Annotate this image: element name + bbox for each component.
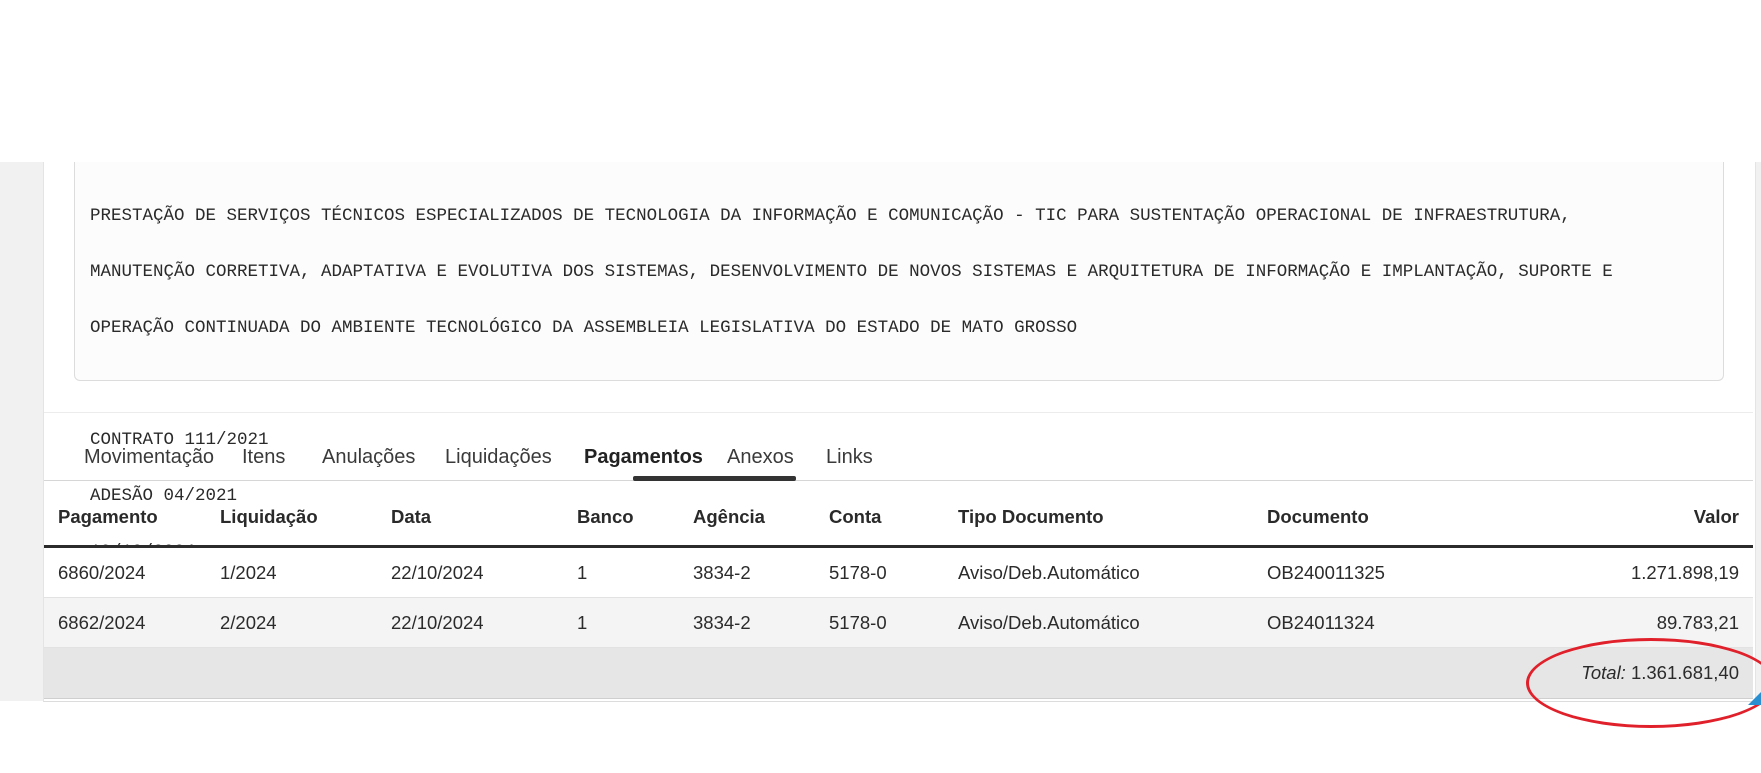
- table-header-row: [44, 488, 1753, 547]
- column-header-agencia[interactable]: Agência: [693, 488, 829, 547]
- tab-movimentacao[interactable]: Movimentação: [84, 446, 215, 468]
- description-line: PRESTAÇÃO DE SERVIÇOS TÉCNICOS ESPECIALIZADOS DE TECNOLOGIA DA INFORMAÇÃO E COMUNICAÇÃO - TIC PARA SUSTENTAÇÃO OPERACIONAL DE INFRAESTRUTURA,: [90, 206, 1571, 226]
- description-spacer: [90, 370, 1708, 398]
- section-divider: [44, 412, 1753, 413]
- tab-liquidacoes[interactable]: Liquidações: [445, 446, 552, 468]
- column-header-tipo-documento[interactable]: Tipo Documento: [958, 488, 1267, 547]
- column-header-liquidacao[interactable]: Liquidação: [220, 488, 391, 547]
- tab-anexos[interactable]: Anexos: [727, 446, 794, 468]
- top-blank-area: [0, 0, 1761, 162]
- cell-pagamento: 6862/2024: [44, 598, 220, 648]
- cell-documento: OB24011324: [1267, 598, 1567, 648]
- total-label: Total:: [1581, 662, 1626, 683]
- active-tab-indicator: [633, 476, 796, 481]
- cell-liquidacao: 1/2024: [220, 547, 391, 598]
- tab-bar: [44, 434, 1753, 481]
- contract-number: CONTRATO 111/2021: [90, 430, 269, 450]
- column-header-data[interactable]: Data: [391, 488, 577, 547]
- cell-valor: 89.783,21: [1567, 598, 1753, 648]
- cell-conta: 5178-0: [829, 547, 958, 598]
- total-value: 1.361.681,40: [1630, 662, 1739, 683]
- cell-liquidacao: 2/2024: [220, 598, 391, 648]
- column-header-pagamento[interactable]: Pagamento: [44, 488, 220, 547]
- column-header-documento[interactable]: Documento: [1267, 488, 1567, 547]
- cell-agencia: 3834-2: [693, 598, 829, 648]
- cell-conta: 5178-0: [829, 598, 958, 648]
- cell-documento: OB240011325: [1267, 547, 1567, 598]
- bottom-blank-area: [0, 701, 1761, 773]
- cell-pagamento: 6860/2024: [44, 547, 220, 598]
- table-total-row: [44, 648, 1753, 699]
- column-header-valor[interactable]: Valor: [1567, 488, 1753, 547]
- cell-data: 22/10/2024: [391, 598, 577, 648]
- cell-banco: 1: [577, 547, 693, 598]
- table-row: [44, 598, 1753, 648]
- column-header-banco[interactable]: Banco: [577, 488, 693, 547]
- description-line: MANUTENÇÃO CORRETIVA, ADAPTATIVA E EVOLUTIVA DOS SISTEMAS, DESENVOLVIMENTO DE NOVOS SISTEMAS E ARQUITETURA DE INFORMAÇÃO E IMPLANTAÇÃO, SUPORTE E: [90, 262, 1613, 282]
- tab-anulacoes[interactable]: Anulações: [322, 446, 416, 468]
- cell-data: 22/10/2024: [391, 547, 577, 598]
- cell-valor: 1.271.898,19: [1567, 547, 1753, 598]
- total-cell: [44, 648, 1753, 699]
- cell-agencia: 3834-2: [693, 547, 829, 598]
- tab-links[interactable]: Links: [826, 446, 873, 468]
- column-header-conta[interactable]: Conta: [829, 488, 958, 547]
- description-line: OPERAÇÃO CONTINUADA DO AMBIENTE TECNOLÓGICO DA ASSEMBLEIA LEGISLATIVA DO ESTADO DE MATO GROSSO: [90, 318, 1078, 338]
- corner-marker-icon: [1748, 692, 1761, 705]
- cell-tipo-documento: Aviso/Deb.Automático: [958, 547, 1267, 598]
- adhesion-number: ADESÃO 04/2021: [90, 486, 238, 506]
- tab-pagamentos[interactable]: Pagamentos: [584, 446, 703, 468]
- cell-tipo-documento: Aviso/Deb.Automático: [958, 598, 1267, 648]
- tab-itens[interactable]: Itens: [242, 446, 286, 468]
- cell-banco: 1: [577, 598, 693, 648]
- table-row: [44, 547, 1753, 598]
- payments-table: [44, 488, 1753, 699]
